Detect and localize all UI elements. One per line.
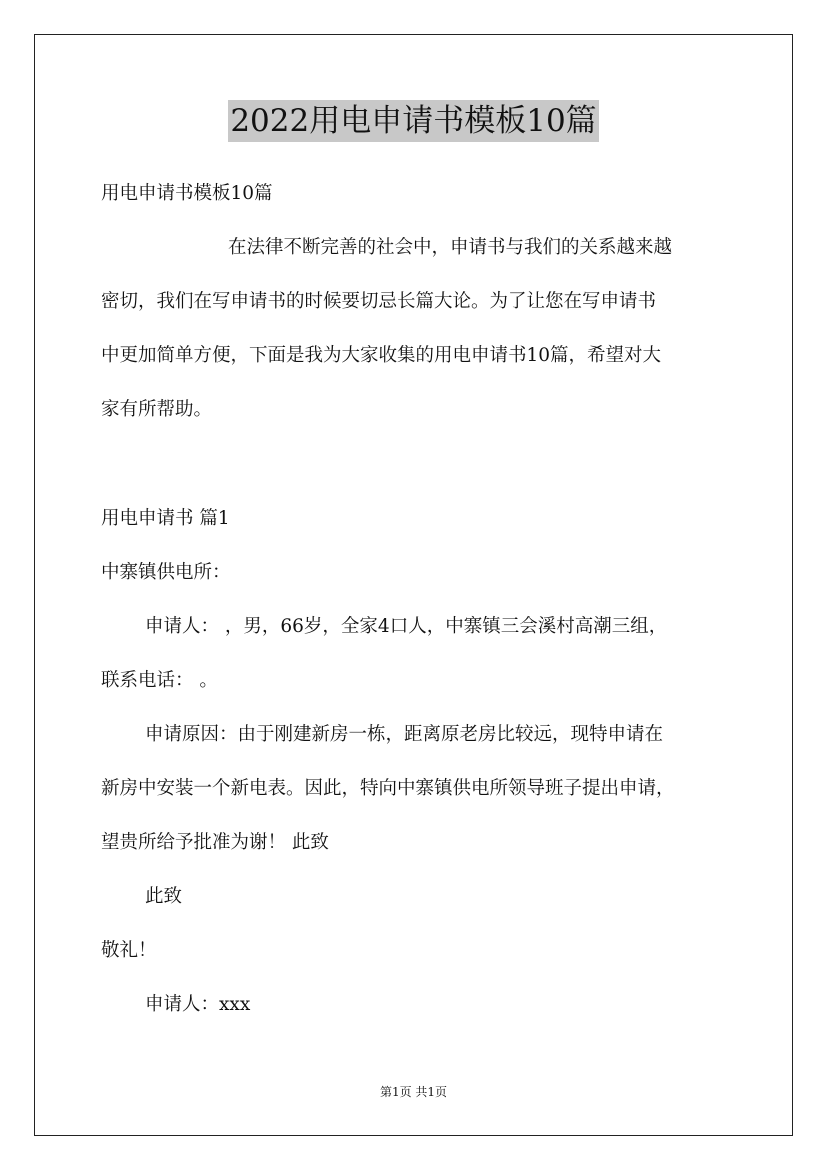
contact-line: 联系电话： 。: [101, 670, 218, 691]
page-footer: 第1页 共1页: [379, 1085, 448, 1099]
applicant-line: 申请人： ，男，66岁，全家4口人，中寨镇三会溪村高潮三组，: [145, 616, 668, 637]
intro-line-1: 在法律不断完善的社会中，申请书与我们的关系越来越: [228, 237, 673, 258]
document-subtitle: 用电申请书模板10篇: [101, 183, 273, 204]
salute-line: 敬礼！: [101, 940, 157, 961]
title-container: [0, 100, 827, 142]
section-heading: 用电申请书 篇1: [101, 508, 230, 529]
signature-line: 申请人：xxx: [145, 994, 251, 1015]
intro-line-2: 密切，我们在写申请书的时候要切忌长篇大论。为了让您在写申请书: [101, 291, 657, 312]
intro-line-4: 家有所帮助。: [101, 399, 213, 420]
closing-line: 此致: [145, 886, 183, 907]
document-title: 2022用电申请书模板10篇: [228, 100, 598, 142]
reason-line-3: 望贵所给予批准为谢！ 此致: [101, 832, 329, 853]
intro-line-3: 中更加简单方便，下面是我为大家收集的用电申请书10篇，希望对大: [101, 345, 662, 366]
reason-line-2: 新房中安装一个新电表。因此，特向中寨镇供电所领导班子提出申请，: [101, 778, 675, 799]
reason-line-1: 申请原因：由于刚建新房一栋，距离原老房比较远，现特申请在: [145, 724, 664, 745]
recipient-line: 中寨镇供电所：: [101, 562, 231, 583]
